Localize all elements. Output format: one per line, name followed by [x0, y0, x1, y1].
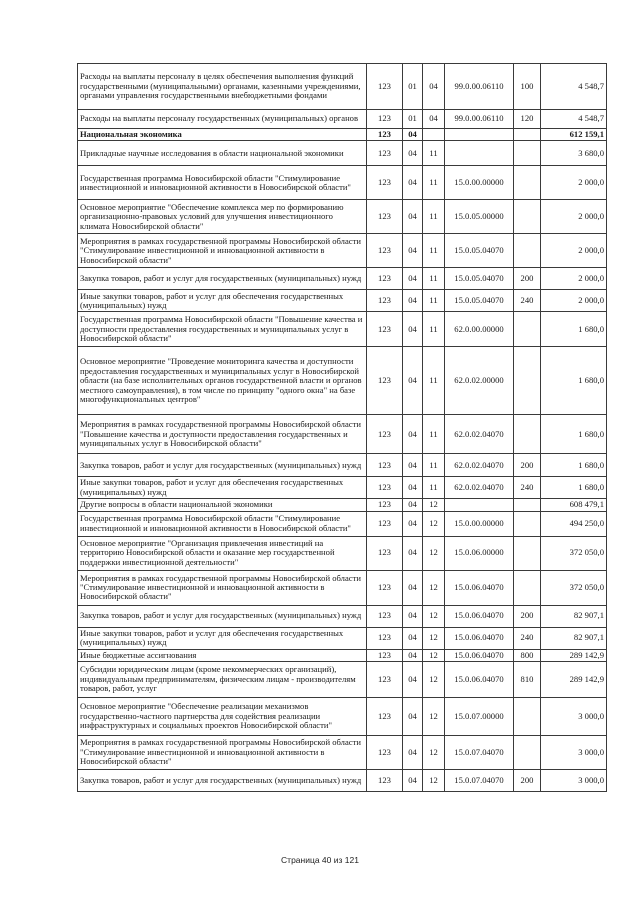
table-row	[78, 499, 607, 511]
target-article-code-cell	[445, 499, 514, 511]
expense-name-cell: Мероприятия в рамках государственной программы Новосибирской области "Повышение качества и доступности предоставления государственных и муниципальных услуг в Новосибирской области"	[78, 415, 367, 454]
section-code-cell: 04	[403, 736, 423, 770]
target-article-code-cell: 15.0.05.00000	[445, 200, 514, 234]
expense-name-cell: Основное мероприятие "Организация привлечения инвестиций на территорию Новосибирской области и оказание мер государственной поддержки инвестиционной деятельности"	[78, 536, 367, 570]
section-code-cell: 04	[403, 698, 423, 736]
section-code-cell: 04	[403, 129, 423, 141]
subsection-code-cell: 12	[423, 736, 445, 770]
expense-name-cell: Иные бюджетные ассигнования	[78, 649, 367, 661]
amount-cell: 372 050,0	[541, 536, 607, 570]
expense-type-code-cell	[514, 166, 541, 200]
ministry-code-cell: 123	[367, 347, 403, 415]
amount-cell: 3 680,0	[541, 141, 607, 166]
section-code-cell: 04	[403, 290, 423, 312]
section-code-cell: 04	[403, 268, 423, 290]
ministry-code-cell: 123	[367, 499, 403, 511]
table-row	[78, 347, 607, 415]
table-row	[78, 64, 607, 110]
page-number: Страница 40 из 121	[281, 855, 359, 865]
ministry-code-cell: 123	[367, 234, 403, 268]
expense-name-cell: Государственная программа Новосибирской области "Стимулирование инвестиционной и инновационной активности в Новосибирской области"	[78, 166, 367, 200]
ministry-code-cell: 123	[367, 141, 403, 166]
table-row	[78, 141, 607, 166]
expense-name-cell: Другие вопросы в области национальной экономики	[78, 499, 367, 511]
expense-type-code-cell	[514, 200, 541, 234]
table-row	[78, 129, 607, 141]
section-code-cell: 04	[403, 536, 423, 570]
expense-type-code-cell	[514, 415, 541, 454]
expense-name-cell: Мероприятия в рамках государственной программы Новосибирской области "Стимулирование инвестиционной и инновационной активности в Новосибирской области"	[78, 570, 367, 605]
amount-cell: 289 142,9	[541, 662, 607, 698]
expense-type-code-cell	[514, 347, 541, 415]
section-code-cell: 04	[403, 347, 423, 415]
expense-type-code-cell	[514, 736, 541, 770]
page-footer	[0, 855, 640, 865]
section-code-cell: 04	[403, 200, 423, 234]
expense-name-cell: Национальная экономика	[78, 129, 367, 141]
table-row	[78, 770, 607, 792]
ministry-code-cell: 123	[367, 511, 403, 536]
subsection-code-cell: 12	[423, 499, 445, 511]
subsection-code-cell: 12	[423, 511, 445, 536]
section-code-cell: 04	[403, 570, 423, 605]
amount-cell: 3 000,0	[541, 770, 607, 792]
table-row	[78, 627, 607, 649]
table-row	[78, 268, 607, 290]
target-article-code-cell: 15.0.00.00000	[445, 511, 514, 536]
amount-cell: 4 548,7	[541, 64, 607, 110]
expense-name-cell: Субсидии юридическим лицам (кроме некоммерческих организаций), индивидуальным предпринимателям, физическим лицам - производителям товаров, работ, услуг	[78, 662, 367, 698]
section-code-cell: 01	[403, 110, 423, 129]
expense-type-code-cell: 100	[514, 64, 541, 110]
ministry-code-cell: 123	[367, 662, 403, 698]
expense-type-code-cell	[514, 141, 541, 166]
section-code-cell: 04	[403, 234, 423, 268]
section-code-cell: 04	[403, 141, 423, 166]
expense-name-cell: Расходы на выплаты персоналу государственных (муниципальных) органов	[78, 110, 367, 129]
expense-name-cell: Основное мероприятие "Обеспечение реализации механизмов государственно-частного партнерства для содействия реализации инфраструктурных и социальных проектов Новосибирской области"	[78, 698, 367, 736]
section-code-cell: 04	[403, 770, 423, 792]
table-row	[78, 415, 607, 454]
subsection-code-cell: 12	[423, 662, 445, 698]
section-code-cell: 04	[403, 415, 423, 454]
subsection-code-cell: 12	[423, 627, 445, 649]
target-article-code-cell: 99.0.00.06110	[445, 64, 514, 110]
subsection-code-cell: 11	[423, 234, 445, 268]
ministry-code-cell: 123	[367, 627, 403, 649]
ministry-code-cell: 123	[367, 200, 403, 234]
ministry-code-cell: 123	[367, 64, 403, 110]
expense-type-code-cell: 200	[514, 605, 541, 627]
subsection-code-cell: 11	[423, 312, 445, 347]
subsection-code-cell: 04	[423, 64, 445, 110]
subsection-code-cell: 12	[423, 698, 445, 736]
amount-cell: 3 000,0	[541, 736, 607, 770]
ministry-code-cell: 123	[367, 454, 403, 477]
target-article-code-cell: 15.0.06.04070	[445, 627, 514, 649]
expense-name-cell: Государственная программа Новосибирской области "Повышение качества и доступности предоставления государственных и муниципальных услуг в Новосибирской области"	[78, 312, 367, 347]
ministry-code-cell: 123	[367, 166, 403, 200]
expense-type-code-cell: 200	[514, 454, 541, 477]
budget-table	[77, 63, 607, 792]
target-article-code-cell: 15.0.00.00000	[445, 166, 514, 200]
subsection-code-cell: 11	[423, 166, 445, 200]
amount-cell: 372 050,0	[541, 570, 607, 605]
target-article-code-cell: 62.0.00.00000	[445, 312, 514, 347]
expense-type-code-cell: 200	[514, 770, 541, 792]
ministry-code-cell: 123	[367, 736, 403, 770]
expense-name-cell: Закупка товаров, работ и услуг для государственных (муниципальных) нужд	[78, 454, 367, 477]
table-body	[78, 64, 607, 792]
target-article-code-cell: 62.0.02.04070	[445, 454, 514, 477]
subsection-code-cell: 12	[423, 770, 445, 792]
target-article-code-cell: 62.0.02.04070	[445, 415, 514, 454]
subsection-code-cell: 11	[423, 141, 445, 166]
ministry-code-cell: 123	[367, 290, 403, 312]
expense-name-cell: Иные закупки товаров, работ и услуг для обеспечения государственных (муниципальных) нужд	[78, 290, 367, 312]
amount-cell: 2 000,0	[541, 200, 607, 234]
section-code-cell: 04	[403, 605, 423, 627]
amount-cell: 82 907,1	[541, 627, 607, 649]
table-row	[78, 166, 607, 200]
target-article-code-cell: 62.0.02.04070	[445, 477, 514, 499]
ministry-code-cell: 123	[367, 415, 403, 454]
target-article-code-cell	[445, 129, 514, 141]
amount-cell: 289 142,9	[541, 649, 607, 661]
subsection-code-cell: 12	[423, 649, 445, 661]
table-row	[78, 234, 607, 268]
target-article-code-cell: 15.0.05.04070	[445, 290, 514, 312]
section-code-cell: 04	[403, 477, 423, 499]
expense-name-cell: Мероприятия в рамках государственной программы Новосибирской области "Стимулирование инвестиционной и инновационной активности в Новосибирской области"	[78, 736, 367, 770]
target-article-code-cell: 15.0.06.04070	[445, 570, 514, 605]
section-code-cell: 01	[403, 64, 423, 110]
expense-type-code-cell	[514, 536, 541, 570]
section-code-cell: 04	[403, 166, 423, 200]
subsection-code-cell: 11	[423, 477, 445, 499]
amount-cell: 2 000,0	[541, 234, 607, 268]
table-row	[78, 605, 607, 627]
ministry-code-cell: 123	[367, 129, 403, 141]
amount-cell: 2 000,0	[541, 268, 607, 290]
table-row	[78, 698, 607, 736]
amount-cell: 612 159,1	[541, 129, 607, 141]
expense-type-code-cell	[514, 511, 541, 536]
amount-cell: 1 680,0	[541, 454, 607, 477]
table-row	[78, 536, 607, 570]
ministry-code-cell: 123	[367, 770, 403, 792]
expense-type-code-cell: 200	[514, 268, 541, 290]
target-article-code-cell: 99.0.00.06110	[445, 110, 514, 129]
ministry-code-cell: 123	[367, 698, 403, 736]
expense-type-code-cell: 810	[514, 662, 541, 698]
expense-type-code-cell	[514, 312, 541, 347]
target-article-code-cell: 15.0.06.04070	[445, 662, 514, 698]
expense-type-code-cell	[514, 698, 541, 736]
subsection-code-cell: 11	[423, 290, 445, 312]
ministry-code-cell: 123	[367, 110, 403, 129]
table-row	[78, 662, 607, 698]
subsection-code-cell: 11	[423, 347, 445, 415]
expense-name-cell: Иные закупки товаров, работ и услуг для обеспечения государственных (муниципальных) нужд	[78, 477, 367, 499]
expense-type-code-cell	[514, 499, 541, 511]
amount-cell: 4 548,7	[541, 110, 607, 129]
expense-name-cell: Закупка товаров, работ и услуг для государственных (муниципальных) нужд	[78, 268, 367, 290]
amount-cell: 2 000,0	[541, 166, 607, 200]
amount-cell: 82 907,1	[541, 605, 607, 627]
subsection-code-cell: 12	[423, 605, 445, 627]
subsection-code-cell: 11	[423, 268, 445, 290]
subsection-code-cell: 11	[423, 454, 445, 477]
expense-type-code-cell: 800	[514, 649, 541, 661]
table-row	[78, 511, 607, 536]
section-code-cell: 04	[403, 312, 423, 347]
amount-cell: 1 680,0	[541, 415, 607, 454]
section-code-cell: 04	[403, 649, 423, 661]
ministry-code-cell: 123	[367, 570, 403, 605]
section-code-cell: 04	[403, 454, 423, 477]
table-row	[78, 110, 607, 129]
expense-type-code-cell: 120	[514, 110, 541, 129]
expense-name-cell: Мероприятия в рамках государственной программы Новосибирской области "Стимулирование инвестиционной и инновационной активности в Новосибирской области"	[78, 234, 367, 268]
amount-cell: 608 479,1	[541, 499, 607, 511]
ministry-code-cell: 123	[367, 605, 403, 627]
expense-name-cell: Прикладные научные исследования в области национальной экономики	[78, 141, 367, 166]
expense-name-cell: Расходы на выплаты персоналу в целях обеспечения выполнения функций государственными (муниципальными) органами, казенными учреждениями, органами управления государственными внебюджетными фондами	[78, 64, 367, 110]
expense-name-cell: Иные закупки товаров, работ и услуг для обеспечения государственных (муниципальных) нужд	[78, 627, 367, 649]
amount-cell: 494 250,0	[541, 511, 607, 536]
expense-type-code-cell: 240	[514, 477, 541, 499]
ministry-code-cell: 123	[367, 268, 403, 290]
section-code-cell: 04	[403, 511, 423, 536]
expense-type-code-cell	[514, 234, 541, 268]
expense-type-code-cell: 240	[514, 627, 541, 649]
target-article-code-cell: 15.0.07.04070	[445, 770, 514, 792]
ministry-code-cell: 123	[367, 312, 403, 347]
ministry-code-cell: 123	[367, 649, 403, 661]
expense-type-code-cell	[514, 129, 541, 141]
subsection-code-cell: 11	[423, 415, 445, 454]
table-row	[78, 290, 607, 312]
target-article-code-cell: 15.0.06.00000	[445, 536, 514, 570]
amount-cell: 1 680,0	[541, 347, 607, 415]
section-code-cell: 04	[403, 662, 423, 698]
expense-name-cell: Закупка товаров, работ и услуг для государственных (муниципальных) нужд	[78, 605, 367, 627]
table-row	[78, 649, 607, 661]
target-article-code-cell: 15.0.06.04070	[445, 605, 514, 627]
table-row	[78, 200, 607, 234]
target-article-code-cell: 62.0.02.00000	[445, 347, 514, 415]
subsection-code-cell	[423, 129, 445, 141]
subsection-code-cell: 12	[423, 570, 445, 605]
expense-name-cell: Закупка товаров, работ и услуг для государственных (муниципальных) нужд	[78, 770, 367, 792]
table-row	[78, 570, 607, 605]
expense-type-code-cell: 240	[514, 290, 541, 312]
subsection-code-cell: 04	[423, 110, 445, 129]
amount-cell: 3 000,0	[541, 698, 607, 736]
target-article-code-cell: 15.0.07.04070	[445, 736, 514, 770]
expense-name-cell: Государственная программа Новосибирской области "Стимулирование инвестиционной и инновационной активности в Новосибирской области"	[78, 511, 367, 536]
table-row	[78, 477, 607, 499]
subsection-code-cell: 11	[423, 200, 445, 234]
table-row	[78, 736, 607, 770]
table-row	[78, 454, 607, 477]
expense-type-code-cell	[514, 570, 541, 605]
target-article-code-cell	[445, 141, 514, 166]
expense-name-cell: Основное мероприятие "Обеспечение комплекса мер по формированию организационно-правовых условий для улучшения инвестиционного климата Новосибирской области"	[78, 200, 367, 234]
subsection-code-cell: 12	[423, 536, 445, 570]
target-article-code-cell: 15.0.06.04070	[445, 649, 514, 661]
section-code-cell: 04	[403, 499, 423, 511]
target-article-code-cell: 15.0.07.00000	[445, 698, 514, 736]
expense-name-cell: Основное мероприятие "Проведение мониторинга качества и доступности предоставления государственных и муниципальных услуг в Новосибирской области (на базе исполнительных органов государственной власти и органов местного самоуправления), в том числе по принципу "одного окна" на базе многофункциональных центров"	[78, 347, 367, 415]
amount-cell: 1 680,0	[541, 312, 607, 347]
ministry-code-cell: 123	[367, 477, 403, 499]
amount-cell: 1 680,0	[541, 477, 607, 499]
target-article-code-cell: 15.0.05.04070	[445, 234, 514, 268]
section-code-cell: 04	[403, 627, 423, 649]
ministry-code-cell: 123	[367, 536, 403, 570]
target-article-code-cell: 15.0.05.04070	[445, 268, 514, 290]
amount-cell: 2 000,0	[541, 290, 607, 312]
table-row	[78, 312, 607, 347]
